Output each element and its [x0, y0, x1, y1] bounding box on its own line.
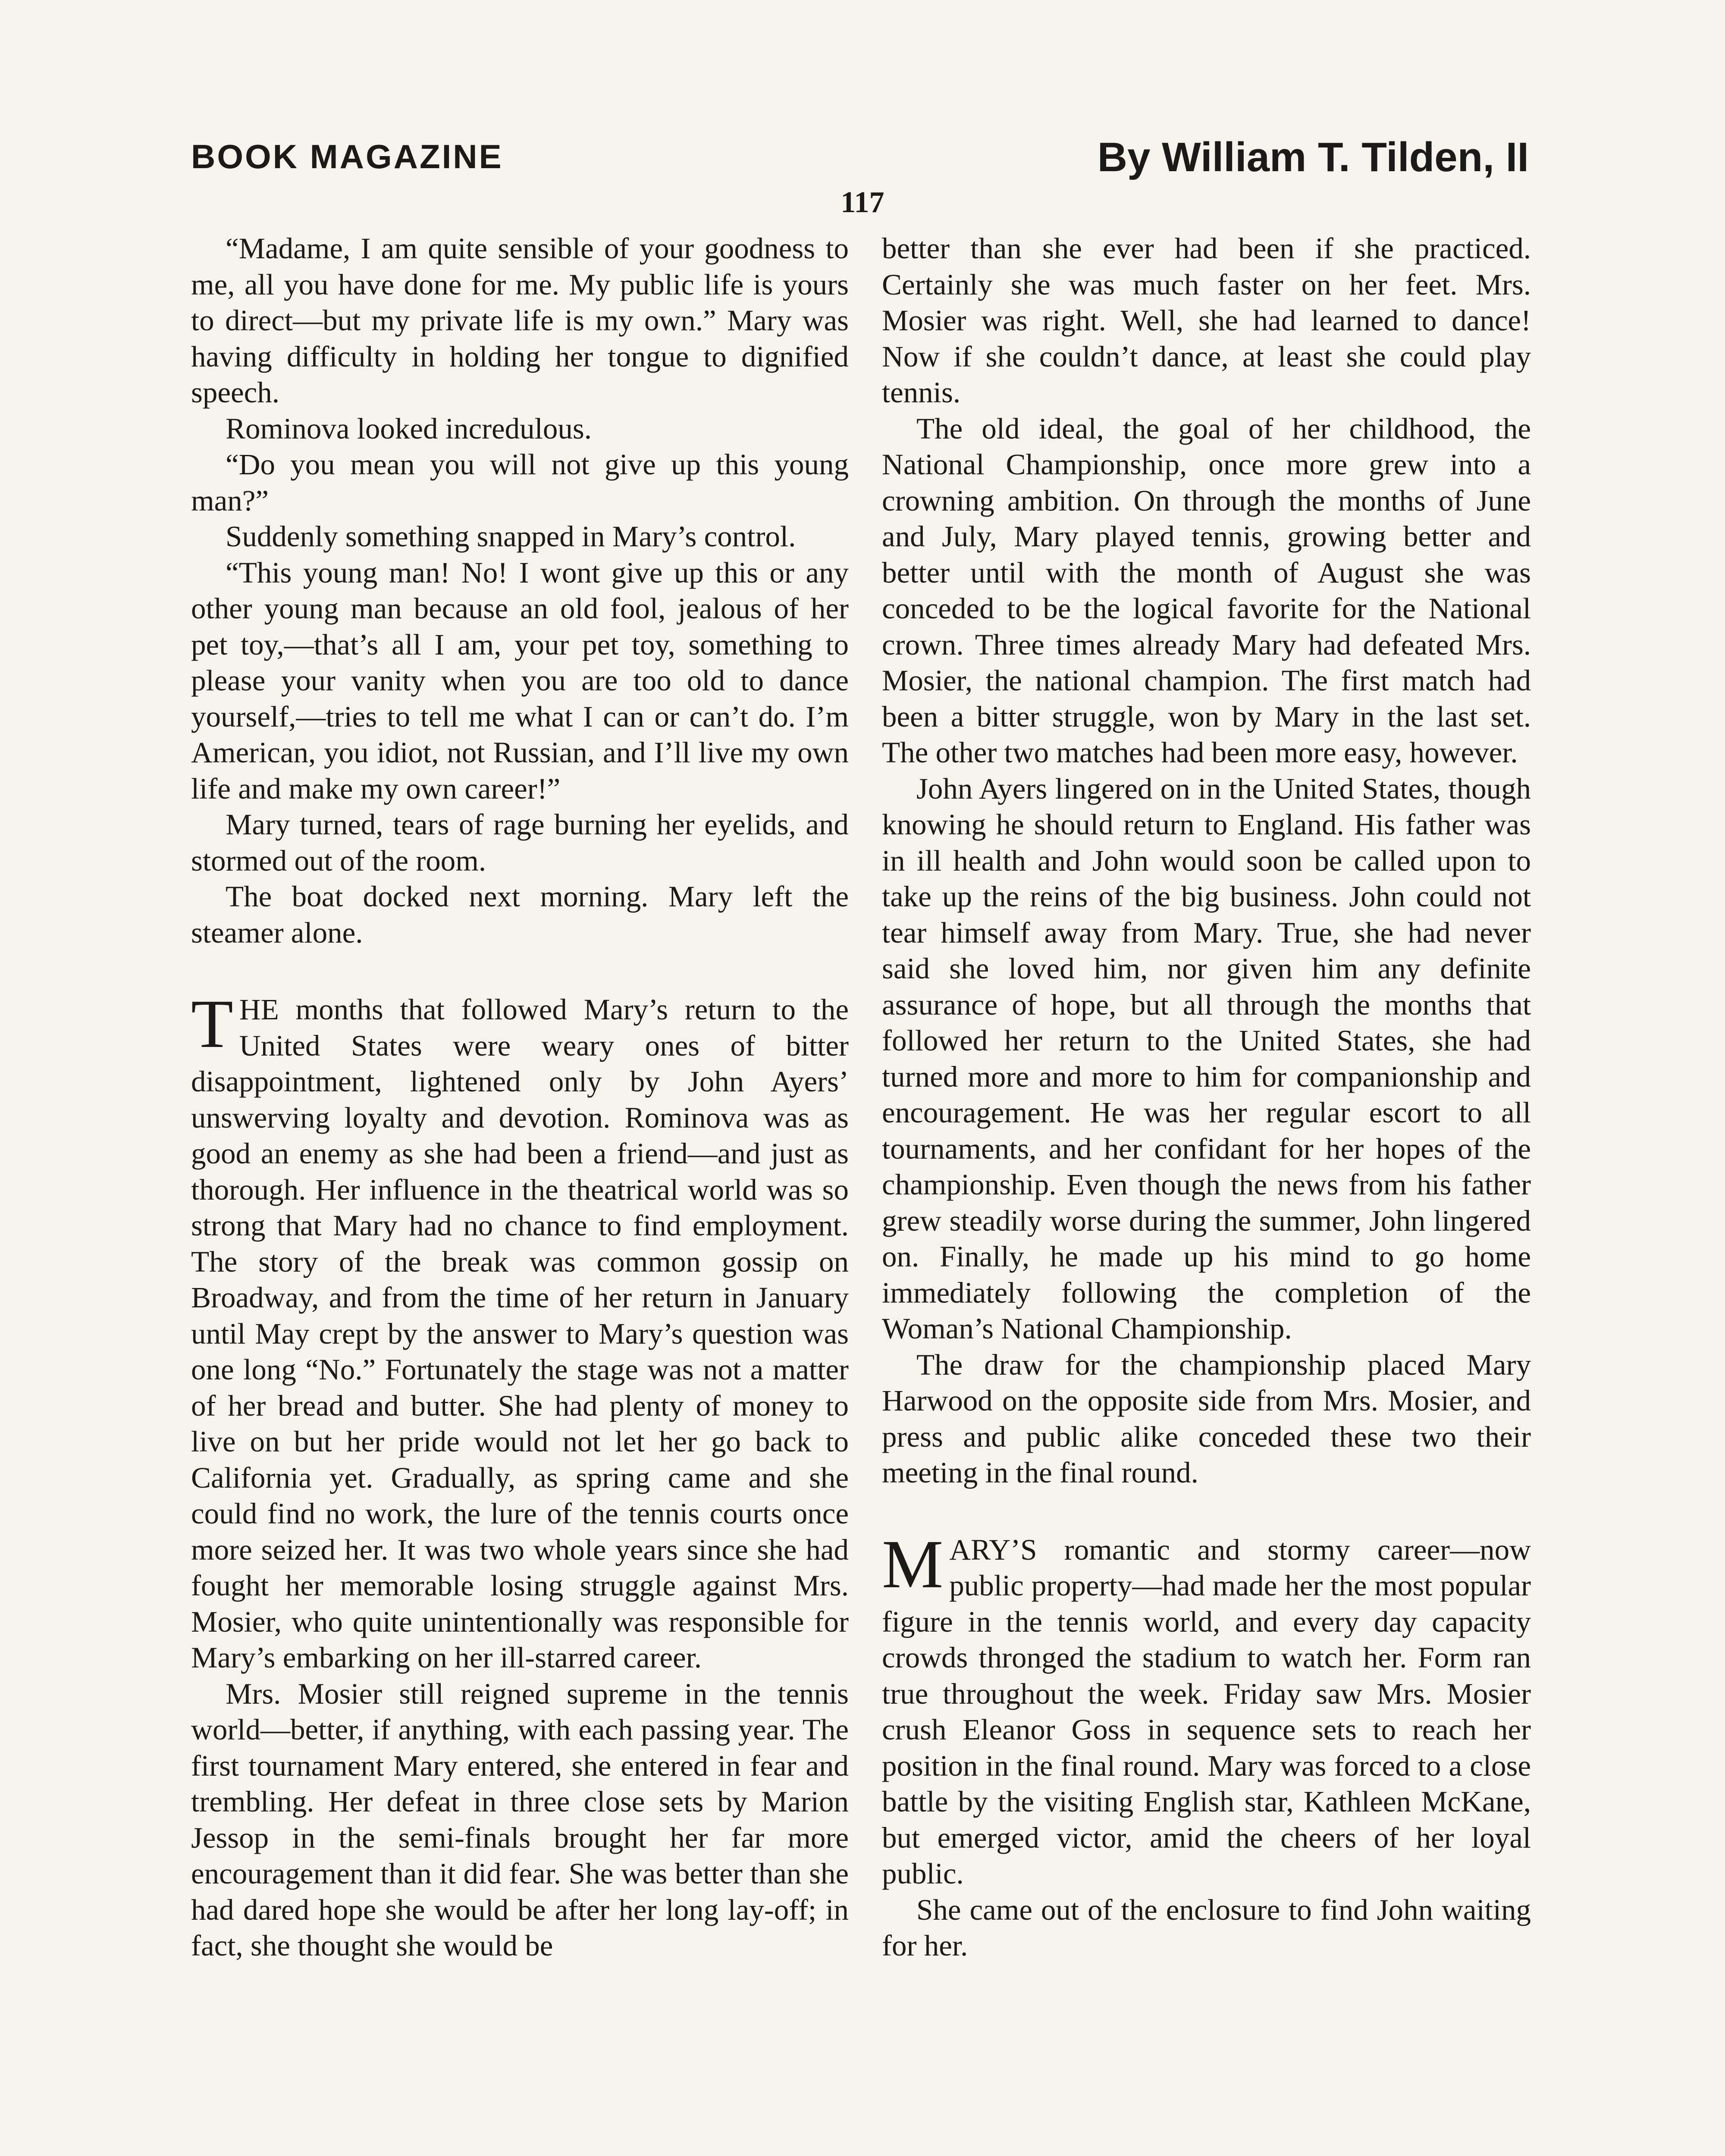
paragraph-text: “Do you mean you will not give up this young man?”: [191, 448, 849, 517]
page-number: 117: [841, 186, 884, 219]
right-column: [882, 231, 1531, 1964]
paragraph: [191, 985, 849, 1676]
paragraph: [882, 771, 1531, 1347]
paragraph: [882, 411, 1531, 771]
paragraph-text: Rominova looked incredulous.: [226, 412, 592, 445]
author-byline: By William T. Tilden, II: [1097, 134, 1529, 180]
magazine-title: BOOK MAGAZINE: [191, 138, 503, 175]
paragraph-text: Mary turned, tears of rage burning her eyelids, and stormed out of the room.: [191, 808, 849, 877]
paragraph: [191, 447, 849, 519]
paragraph: [191, 879, 849, 951]
paragraph-text: better than she ever had been if she practiced. Certainly she was much faster on her feet. Mrs. Mosier was right. Well, she had learned to dance! Now if she couldn’t dance, at least she could play tennis.: [882, 232, 1531, 409]
paragraph-text: ARY’S romantic and stormy career—now public property—had made her the most popular figure in the tennis world, and every day capacity crowds thronged the stadium to watch her. Form ran true throughout the week. Friday saw Mrs. Mosier crush Eleanor Goss in sequence sets to reach her position in the final round. Mary was forced to a close battle by the visiting English star, Kathleen McKane, but emerged victor, amid the cheers of her loyal public.: [882, 1533, 1531, 1890]
drop-cap: T: [191, 985, 233, 1062]
paragraph: [882, 1892, 1531, 1964]
paragraph: [191, 807, 849, 879]
left-column: [191, 231, 849, 1964]
paragraph: [191, 1676, 849, 1964]
paragraph-text: She came out of the enclosure to find John waiting for her.: [882, 1893, 1531, 1962]
paragraph-text: The draw for the championship placed Mary Harwood on the opposite side from Mrs. Mosier, and press and public alike conceded these two their meeting in the final round.: [882, 1348, 1531, 1489]
drop-cap: M: [882, 1525, 944, 1602]
paragraph-text: The boat docked next morning. Mary left the steamer alone.: [191, 880, 849, 949]
paragraph: [191, 231, 849, 411]
paragraph: [882, 1347, 1531, 1491]
paragraph-text: HE months that followed Mary’s return to the United States were weary ones of bitter disappointment, lightened only by John Ayers’ unswerving loyalty and devotion. Rominova was as good an enemy as she had been a friend—and just as thorough. Her influence in the theatrical world was so strong that Mary had no chance to find employment. The story of the break was common gossip on Broadway, and from the time of her return in January until May crept by the answer to Mary’s question was one long “No.” Fortunately the stage was not a matter of her bread and butter. She had plenty of money to live on but her pride would not let her go back to California yet. Gradually, as spring came and she could find no work, the lure of the tennis courts once more seized her. It was two whole years since she had fought her memorable losing struggle against Mrs. Mosier, who quite unintentionally was responsible for Mary’s embarking on her ill-starred career.: [191, 993, 849, 1674]
paragraph: [191, 519, 849, 555]
paragraph-text: Suddenly something snapped in Mary’s control.: [226, 520, 796, 553]
paragraph: [191, 411, 849, 447]
paragraph-text: “This young man! No! I wont give up this or any other young man because an old fool, jealous of her pet toy,—that’s all I am, your pet toy, something to please your vanity when you are too old to dance yourself,—tries to tell me what I can or can’t do. I’m American, you idiot, not Russian, and I’ll live my own life and make my own career!”: [191, 556, 849, 805]
paragraph-text: Mrs. Mosier still reigned supreme in the tennis world—better, if anything, with each passing year. The first tournament Mary entered, she entered in fear and trembling. Her defeat in three close sets by Marion Jessop in the semi-finals brought her far more encouragement than it did fear. She was better than she had dared hope she would be after her long lay-off; in fact, she thought she would be: [191, 1677, 849, 1962]
paragraph: [882, 1525, 1531, 1892]
paragraph-text: John Ayers lingered on in the United States, though knowing he should return to England. His father was in ill health and John would soon be called upon to take up the reins of the big business. John could not tear himself away from Mary. True, she had never said she loved him, nor given him any definite assurance of hope, but all through the months that followed her return to the United States, she had turned more and more to him for companionship and encouragement. He was her regular escort to all tournaments, and her confidant for her hopes of the championship. Even though the news from his father grew steadily worse during the summer, John lingered on. Finally, he made up his mind to go home immediately following the completion of the Woman’s National Championship.: [882, 772, 1531, 1345]
paragraph-text: The old ideal, the goal of her childhood, the National Championship, once more grew into a crowning ambition. On through the months of June and July, Mary played tennis, growing better and better until with the month of August she was conceded to be the logical favorite for the National crown. Three times already Mary had defeated Mrs. Mosier, the national champion. The first match had been a bitter struggle, won by Mary in the last set. The other two matches had been more easy, however.: [882, 412, 1531, 769]
paragraph: [882, 231, 1531, 411]
paragraph-text: “Madame, I am quite sensible of your goodness to me, all you have done for me. My public life is yours to direct—but my private life is my own.” Mary was having difficulty in holding her tongue to dignified speech.: [191, 232, 849, 409]
paragraph: [191, 555, 849, 807]
